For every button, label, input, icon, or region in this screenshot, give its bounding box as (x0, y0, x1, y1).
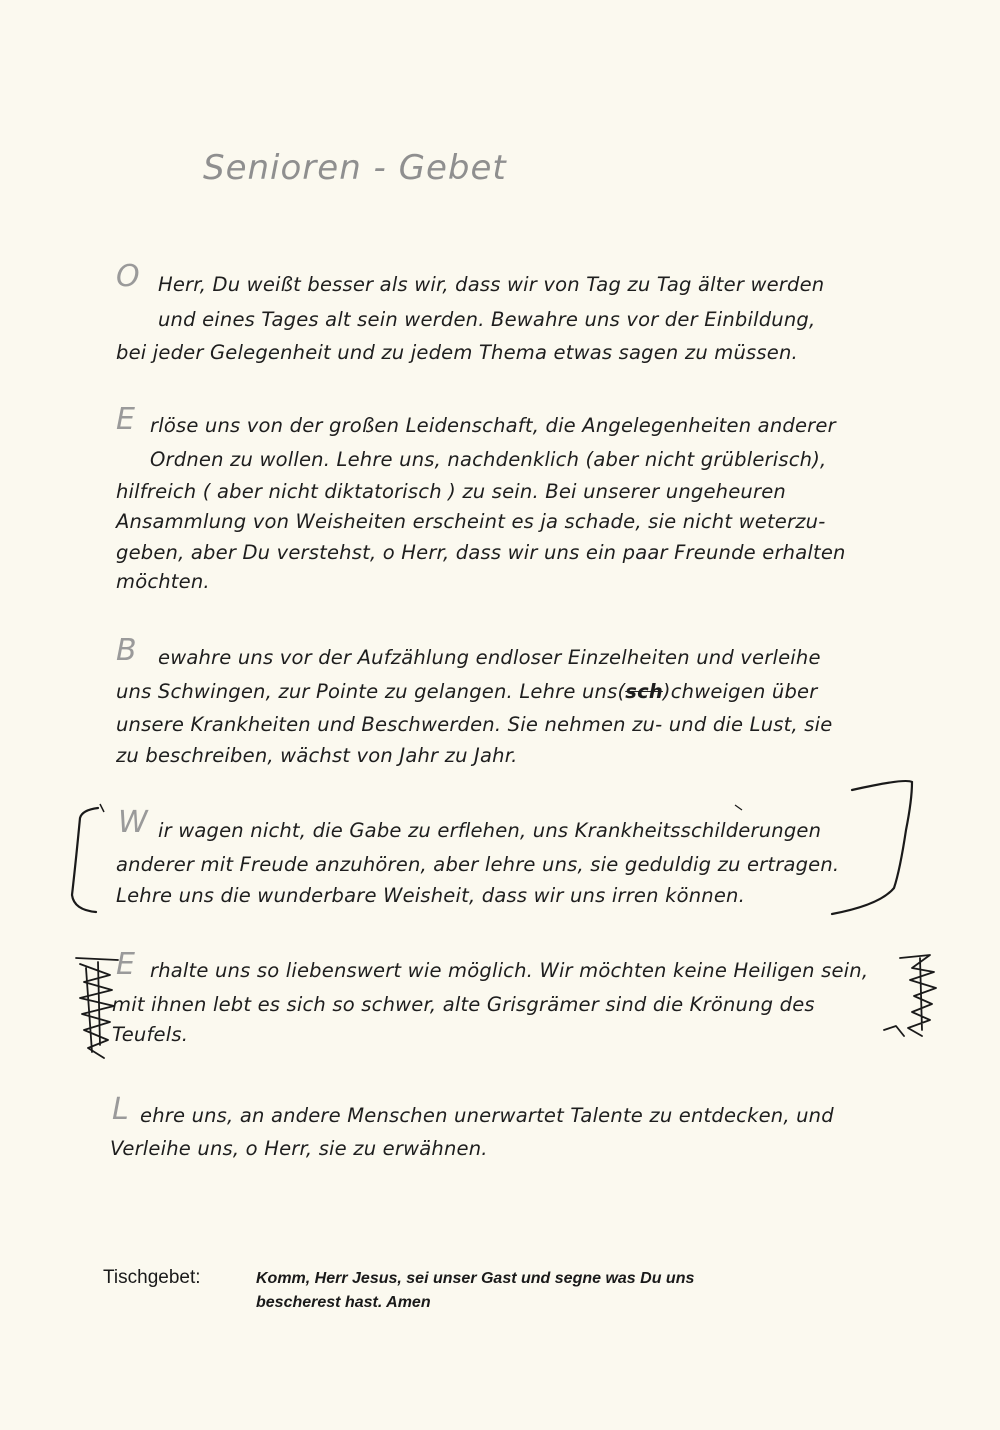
paragraph-line: bei jeder Gelegenheit und zu jedem Thema etwas sagen zu müssen. (116, 341, 798, 364)
paragraph-line: ewahre uns vor der Aufzählung endloser Einzelheiten und verleihe (158, 646, 821, 669)
paragraph-line: möchten. (116, 570, 210, 593)
paragraph-line: geben, aber Du verstehst, o Herr, dass wir uns ein paar Freunde erhalten (116, 541, 846, 564)
paragraph-initial: W (118, 805, 148, 840)
paragraph-line-text: uns Schwingen, zur Pointe zu gelangen. Lehre uns (116, 680, 618, 703)
paragraph-line: und eines Tages alt sein werden. Bewahre uns vor der Einbildung, (158, 308, 816, 331)
page-title: Senioren - Gebet (203, 148, 507, 188)
paragraph-line: Ansammlung von Weisheiten erscheint es ja schade, sie nicht weterzu- (116, 510, 826, 533)
paragraph-line: unsere Krankheiten und Beschwerden. Sie nehmen zu- und die Lust, sie (116, 713, 833, 736)
paragraph-initial: L (112, 1092, 129, 1127)
paragraph-line: Teufels. (112, 1023, 189, 1046)
paragraph-line: zu beschreiben, wächst von Jahr zu Jahr. (116, 744, 518, 767)
paragraph-line: mit ihnen lebt es sich so schwer, alte Grisgrämer sind die Krönung des (112, 993, 815, 1016)
right-bracket-mark (832, 781, 912, 914)
paragraph-line: Lehre uns die wunderbare Weisheit, dass wir uns irren können. (116, 884, 745, 907)
left-bracket-mark (72, 808, 98, 912)
paragraph-line: rlöse uns von der großen Leidenschaft, die Angelegenheiten anderer (150, 414, 836, 437)
paragraph-line: anderer mit Freude anzuhören, aber lehre uns, sie geduldig zu ertragen. (116, 853, 840, 876)
paragraph-line: ir wagen nicht, die Gabe zu erflehen, uns Krankheitsschilderungen (158, 819, 822, 842)
right-scribble-mark (884, 955, 936, 1036)
paragraph-line: hilfreich ( aber nicht diktatorisch ) zu sein. Bei unserer ungeheuren (116, 480, 786, 503)
paragraph-line: rhalte uns so liebenswert wie möglich. Wir möchten keine Heiligen sein, (150, 959, 869, 982)
footer-label: Tischgebet: (103, 1267, 201, 1288)
paragraph-line: ehre uns, an andere Menschen unerwartet Talente zu entdecken, und (140, 1104, 834, 1127)
paragraph-initial: O (116, 259, 140, 294)
footer-text-line: bescherest hast. Amen (256, 1294, 431, 1311)
paragraph-line: Herr, Du weißt besser als wir, dass wir von Tag zu Tag älter werden (158, 273, 825, 296)
footer-text-line: Komm, Herr Jesus, sei unser Gast und segne was Du uns (256, 1270, 695, 1287)
paragraph-line-text: chweigen über (670, 680, 818, 703)
paragraph-line: Verleihe uns, o Herr, sie zu erwähnen. (110, 1137, 488, 1160)
paragraph-initial: E (116, 947, 135, 982)
paragraph-initial: E (116, 402, 135, 437)
struck-correction: (sch) (617, 680, 671, 703)
paragraph-line: Ordnen zu wollen. Lehre uns, nachdenklich (aber nicht grüblerisch), (150, 448, 827, 471)
paragraph-initial: B (116, 633, 137, 668)
paragraph-line (116, 680, 817, 703)
